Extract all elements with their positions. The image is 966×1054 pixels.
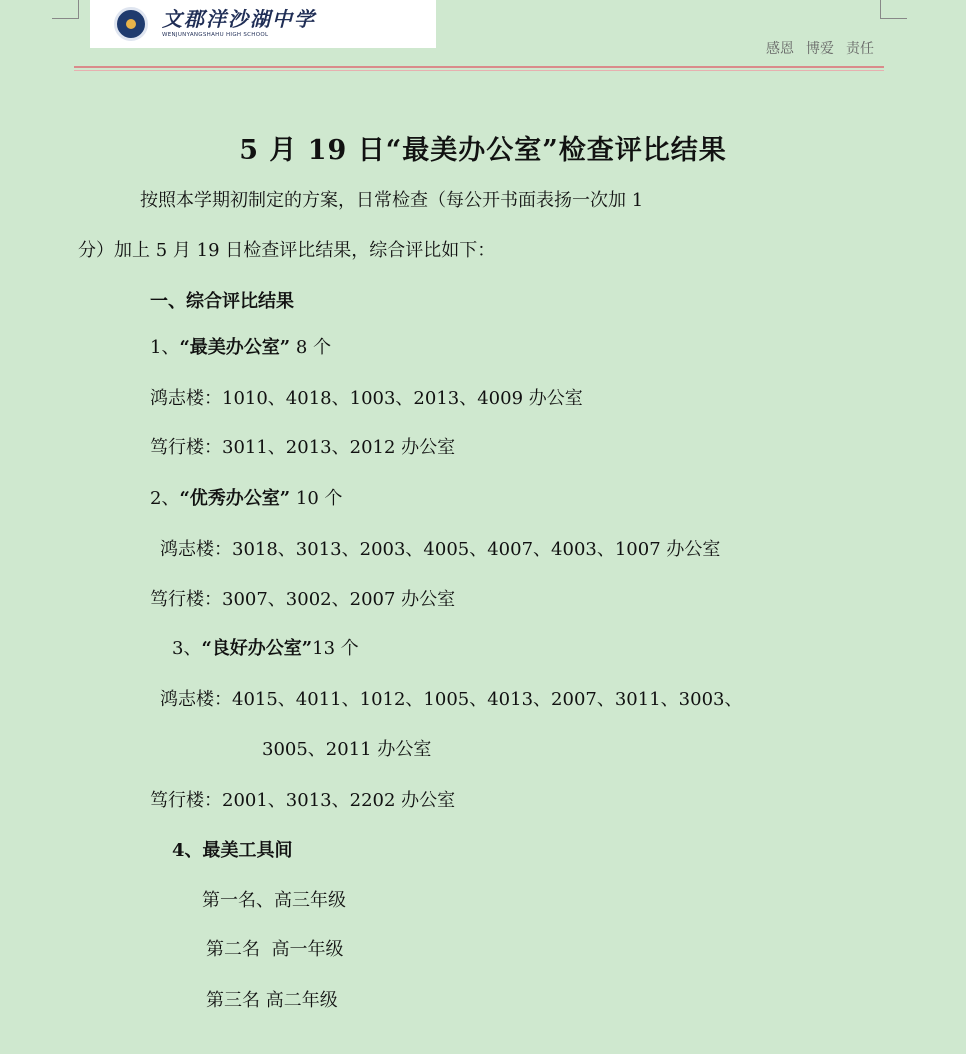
school-slogan bbox=[766, 38, 874, 58]
ranking-line: 第一名、高三年级 bbox=[202, 890, 346, 911]
section-heading: 一、综合评比结果 bbox=[150, 291, 294, 312]
school-name-english: WENJUNYANGSHAHU HIGH SCHOOL bbox=[162, 32, 269, 39]
slogan-word: 博爱 bbox=[806, 41, 834, 57]
ranking-line: 第二名 高一年级 bbox=[206, 939, 344, 960]
office-list-line: 鸿志楼：1010、4018、1003、2013、4009 办公室 bbox=[150, 388, 583, 409]
document-header bbox=[78, 0, 886, 68]
category-heading: 4、最美工具间 bbox=[172, 840, 293, 861]
school-name: 文郡洋沙湖中学 bbox=[162, 7, 316, 32]
office-list-line: 笃行楼：3011、2013、2012 办公室 bbox=[150, 437, 456, 458]
school-logo bbox=[90, 0, 436, 48]
office-list-line: 鸿志楼：4015、4011、1012、1005、4013、2007、3011、3003、 bbox=[160, 689, 743, 710]
office-list-line-continued: 3005、2011 办公室 bbox=[262, 739, 432, 760]
document-title: 5 月 19 日“最美办公室”检查评比结果 bbox=[239, 135, 727, 166]
intro-paragraph-line: 分）加上 5 月 19 日检查评比结果，综合评比如下： bbox=[78, 240, 496, 261]
header-divider-secondary bbox=[74, 70, 884, 71]
office-list-line: 笃行楼：3007、3002、2007 办公室 bbox=[150, 589, 456, 610]
category-heading: 1、“最美办公室” 8 个 bbox=[150, 337, 332, 358]
slogan-word: 感恩 bbox=[766, 41, 794, 57]
ranking-line: 第三名 高二年级 bbox=[206, 990, 338, 1011]
header-divider bbox=[74, 66, 884, 68]
category-heading: 2、“优秀办公室” 10 个 bbox=[150, 488, 343, 509]
office-list-line: 笃行楼：2001、3013、2202 办公室 bbox=[150, 790, 456, 811]
office-list-line: 鸿志楼：3018、3013、2003、4005、4007、4003、1007 办公室 bbox=[160, 539, 721, 560]
intro-paragraph-line: 按照本学期初制定的方案，日常检查（每公开书面表扬一次加 1 bbox=[140, 190, 644, 211]
school-emblem-icon bbox=[114, 7, 148, 41]
category-heading: 3、“良好办公室”13 个 bbox=[172, 638, 359, 659]
page-corner-mark-left bbox=[52, 0, 79, 19]
slogan-word: 责任 bbox=[846, 41, 874, 57]
